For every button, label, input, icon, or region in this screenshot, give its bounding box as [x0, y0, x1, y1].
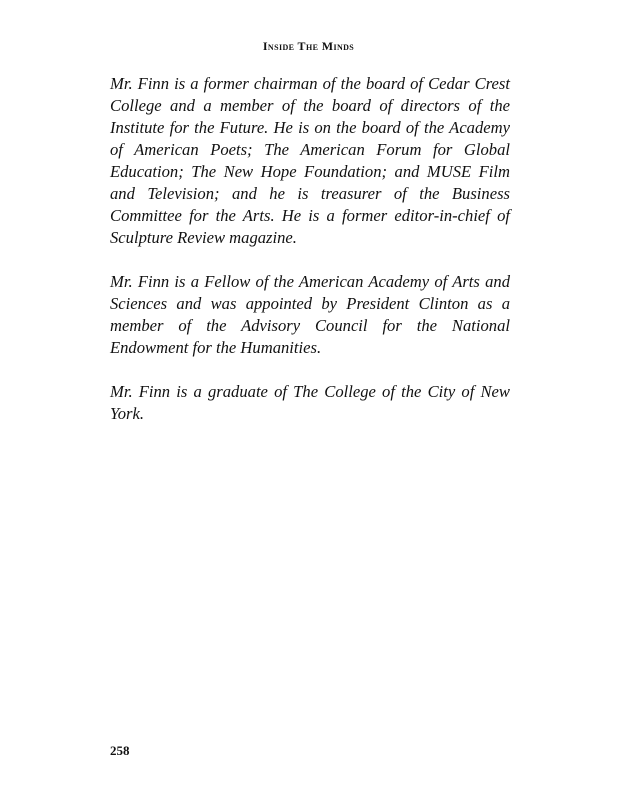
page-number: 258: [110, 743, 130, 758]
running-header-title: Inside The Minds: [262, 39, 355, 53]
paragraph-board-positions: Mr. Finn is a former chairman of the board of Cedar Crest College and a member of the board of directors of the Institute for the Future. He is on the board of the Academy of American Poets; The American Forum for Global Education; The New Hope Foundation; and MUSE Film and Television; and he is treasurer of the Business Committee for the Arts. He is a former editor-in-chief of Sculpture Review magazine.: [110, 74, 510, 247]
paragraph-fellowship: Mr. Finn is a Fellow of the American Academy of Arts and Sciences and was appointed by President Clinton as a member of the Advisory Council for the National Endowment for the Humanities.: [110, 272, 510, 357]
paragraph-education: Mr. Finn is a graduate of The College of the City of New York.: [110, 382, 510, 423]
body-text: [110, 73, 510, 447]
